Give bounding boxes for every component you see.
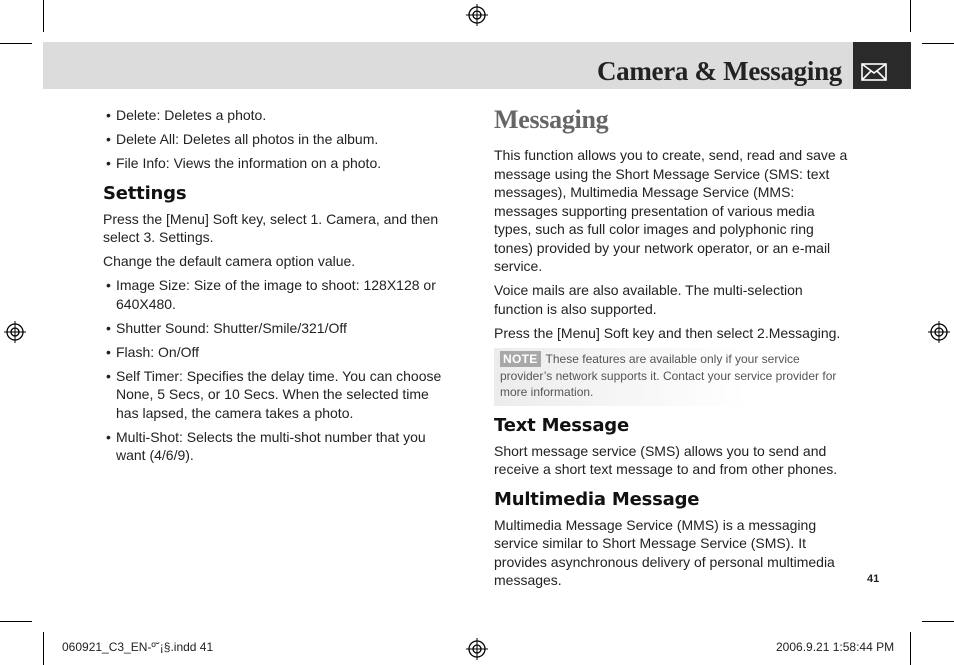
crop-mark bbox=[922, 43, 954, 44]
list-item: • File Info: Views the information on a photo. bbox=[103, 154, 453, 173]
settings-paragraph: Press the [Menu] Soft key, select 1. Camera, and then select 3. Settings. bbox=[103, 210, 439, 245]
settings-paragraph: Change the default camera option value. bbox=[103, 253, 356, 269]
messaging-paragraph: Press the [Menu] Soft key and then select 2.Messaging. bbox=[494, 324, 841, 341]
list-item: • Self Timer: Specifies the delay time. You can choose None, 5 Secs, or 10 Secs. When the selected time has lapsed, the camera takes a photo. bbox=[103, 367, 453, 423]
envelope-icon bbox=[861, 63, 887, 81]
crop-mark bbox=[910, 0, 911, 32]
crop-mark bbox=[0, 621, 32, 622]
list-item: • Shutter Sound: Shutter/Smile/321/Off bbox=[103, 319, 453, 338]
crop-mark bbox=[43, 0, 44, 32]
registration-mark-icon bbox=[466, 638, 488, 660]
settings-heading: Settings bbox=[103, 182, 187, 204]
registration-mark-icon bbox=[466, 4, 488, 26]
crop-mark bbox=[43, 632, 44, 665]
note-box bbox=[494, 348, 854, 401]
messaging-paragraph: Voice mails are also available. The multi-selection function is also supported. bbox=[494, 282, 803, 317]
note-badge: NOTE bbox=[500, 351, 541, 367]
multimedia-message-paragraph: Multimedia Message Service (MMS) is a messaging service similar to Short Message Service (SMS). It provides asynchronous delivery of personal multimedia messages. bbox=[494, 516, 835, 588]
messaging-paragraph: This function allows you to create, send, read and save a message using the Short Message Service (SMS: text messages), Multimedia Message Service (MMS: messages supporting presentation of various media types, such as full color images and polyphonic ring tones) provided by your network operator, or an e-mail service. bbox=[494, 147, 848, 274]
list-item: • Flash: On/Off bbox=[103, 343, 453, 362]
footer-timestamp: 2006.9.21 1:58:44 PM bbox=[776, 640, 895, 654]
crop-mark bbox=[910, 632, 911, 665]
list-item: • Multi-Shot: Selects the multi-shot number that you want (4/6/9). bbox=[103, 428, 453, 465]
header-icon-box bbox=[853, 42, 911, 89]
text-message-paragraph: Short message service (SMS) allows you to send and receive a short text message to and from other phones. bbox=[494, 442, 838, 477]
footer-filename: 060921_C3_EN-º˘¡§.indd 41 bbox=[62, 640, 214, 654]
list-item: • Delete All: Deletes all photos in the album. bbox=[103, 130, 453, 149]
text-message-heading: Text Message bbox=[494, 414, 629, 436]
photo-options-list bbox=[103, 106, 453, 173]
crop-mark bbox=[922, 621, 954, 622]
list-item: • Delete: Deletes a photo. bbox=[103, 106, 453, 125]
messaging-heading: Messaging bbox=[494, 105, 609, 134]
page-number: 41 bbox=[867, 573, 880, 585]
settings-options-list bbox=[103, 276, 453, 465]
registration-mark-icon bbox=[928, 321, 950, 343]
right-column bbox=[494, 104, 854, 595]
crop-mark bbox=[0, 43, 32, 44]
registration-mark-icon bbox=[4, 321, 26, 343]
multimedia-message-heading: Multimedia Message bbox=[494, 488, 700, 510]
left-column bbox=[103, 106, 453, 470]
page-title: Camera & Messaging bbox=[596, 56, 842, 86]
note-text: These features are available only if your service provider’s network supports it. Contact your service provider for more information. bbox=[500, 352, 837, 399]
list-item: • Image Size: Size of the image to shoot: 128X128 or 640X480. bbox=[103, 276, 453, 313]
